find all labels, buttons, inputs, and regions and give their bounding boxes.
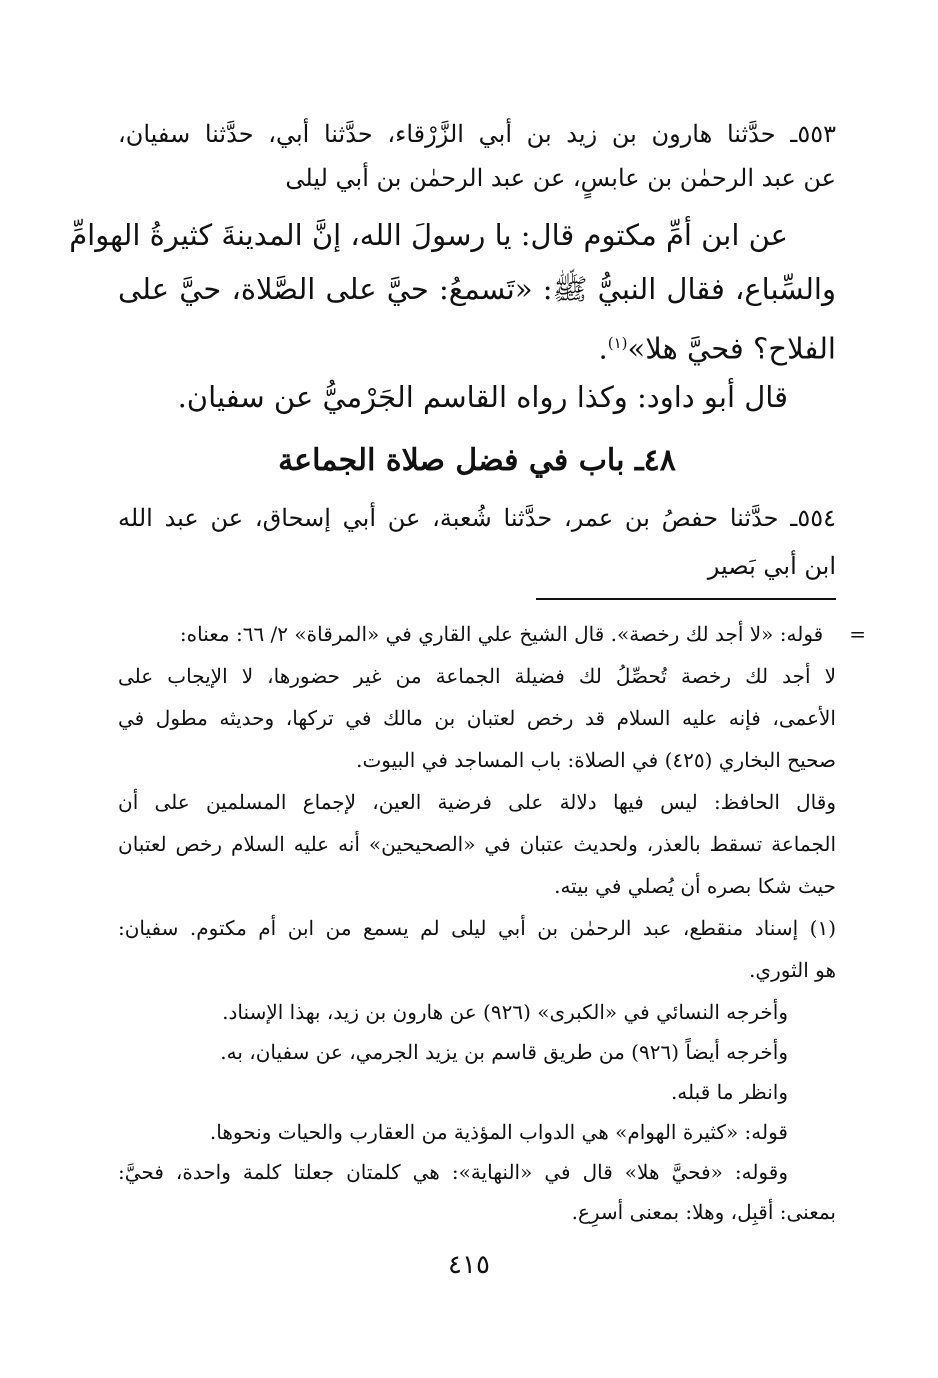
- hadith-553-abu-dawud-note: قال أبو داود: وكذا رواه القاسم الجَرْميُّ عن سفيان.: [177, 380, 788, 414]
- hadith-553-line-5: [118, 318, 836, 374]
- hadith-553-line-3: عن ابن أمِّ مكتوم قال: يا رسولَ الله، إنَّ المدينةَ كثيرةُ الهوامِّ: [69, 218, 788, 252]
- footnote-carry-line-1: [118, 616, 866, 652]
- hadith-553-line-2: عن عبد الرحمٰن بن عابسٍ، عن عبد الرحمٰن بن أبي ليلى: [285, 164, 836, 192]
- footnote-hayya-line-1: وقوله: «فحيَّ هلا» قال في «النهاية»: هي كلمتان جعلتا كلمة واحدة، فحيَّ:: [118, 1160, 788, 1184]
- footnote-nasai-2: وأخرجه أيضاً (٩٢٦) من طريق قاسم بن يزيد الجرمي، عن سفيان، به.: [220, 1040, 788, 1064]
- footnote-hafiz-line-3: حيث شكا بصره أن يُصلي في بيته.: [554, 874, 836, 898]
- footnote-hawam: قوله: «كثيرة الهوام» هي الدواب المؤذية من العقارب والحيات ونحوها.: [209, 1120, 788, 1144]
- chapter-heading: ٤٨ـ باب في فضل صلاة الجماعة: [278, 443, 676, 478]
- footnote-ref-1: (١): [607, 334, 628, 352]
- footnote-carry-line-2: لا أجد لك رخصة تُحصِّلُ لك فضيلة الجماعة من غير حضورها، لا الإيجاب على: [118, 664, 836, 688]
- footnote-hafiz-line-2: الجماعة تسقط بالعذر، ولحديث عتبان في «الصحيحين» أنه عليه السلام رخص لعتبان: [118, 832, 837, 856]
- carry-line-1-text: قوله: «لا أجد لك رخصة». قال الشيخ علي القاري في «المرقاة» ٢/ ٦٦: معناه:: [179, 622, 824, 646]
- footnote-1-line-2: هو الثوري.: [749, 958, 836, 982]
- hadith-553-line-5-text: الفلاح؟ فحيَّ هلا»: [627, 331, 836, 366]
- footnote-see-before: وانظر ما قبله.: [670, 1080, 788, 1104]
- hadith-553-line-1: ٥٥٣ـ حدَّثنا هارون بن زيد بن أبي الزَّرْقاء، حدَّثنا أبي، حدَّثنا سفيان،: [118, 120, 836, 148]
- carry-mark: =: [849, 622, 866, 646]
- hadith-553-line-5-end: .: [598, 331, 608, 366]
- footnote-hafiz-line-1: وقال الحافظ: ليس فيها دلالة على فرضية العين، لإجماع المسلمين على أن: [118, 790, 836, 814]
- footnote-carry-line-4: صحيح البخاري (٤٢٥) في الصلاة: باب المساجد في البيوت.: [356, 748, 836, 772]
- footnote-separator: [536, 598, 836, 600]
- hadith-553-line-4: والسِّباع، فقال النبيُّ ﷺ: «تَسمعُ: حيَّ على الصَّلاة، حيَّ على: [118, 272, 836, 306]
- hadith-554-line-2: ابن أبي بَصير: [707, 552, 836, 580]
- footnote-carry-line-3: الأعمى، فإنه عليه السلام قد رخص لعتبان بن مالك في تركها، وحديثه مطول في: [118, 706, 836, 730]
- footnote-1-line-1: (١) إسناد منقطع، عبد الرحمٰن بن أبي ليلى لم يسمع من ابن أم مكتوم. سفيان:: [118, 916, 836, 940]
- hadith-554-line-1: ٥٥٤ـ حدَّثنا حفصُ بن عمر، حدَّثنا شُعبة، عن أبي إسحاق، عن عبد الله: [118, 504, 836, 532]
- page-number: ٤١٥: [448, 1250, 490, 1280]
- footnote-hayya-line-2: بمعنى: أقبِل، وهلا: بمعنى أسرِع.: [571, 1200, 836, 1224]
- book-page: [69, 0, 866, 1378]
- footnote-nasai-1: وأخرجه النسائي في «الكبرى» (٩٢٦) عن هارون بن زيد، بهذا الإسناد.: [222, 1000, 788, 1024]
